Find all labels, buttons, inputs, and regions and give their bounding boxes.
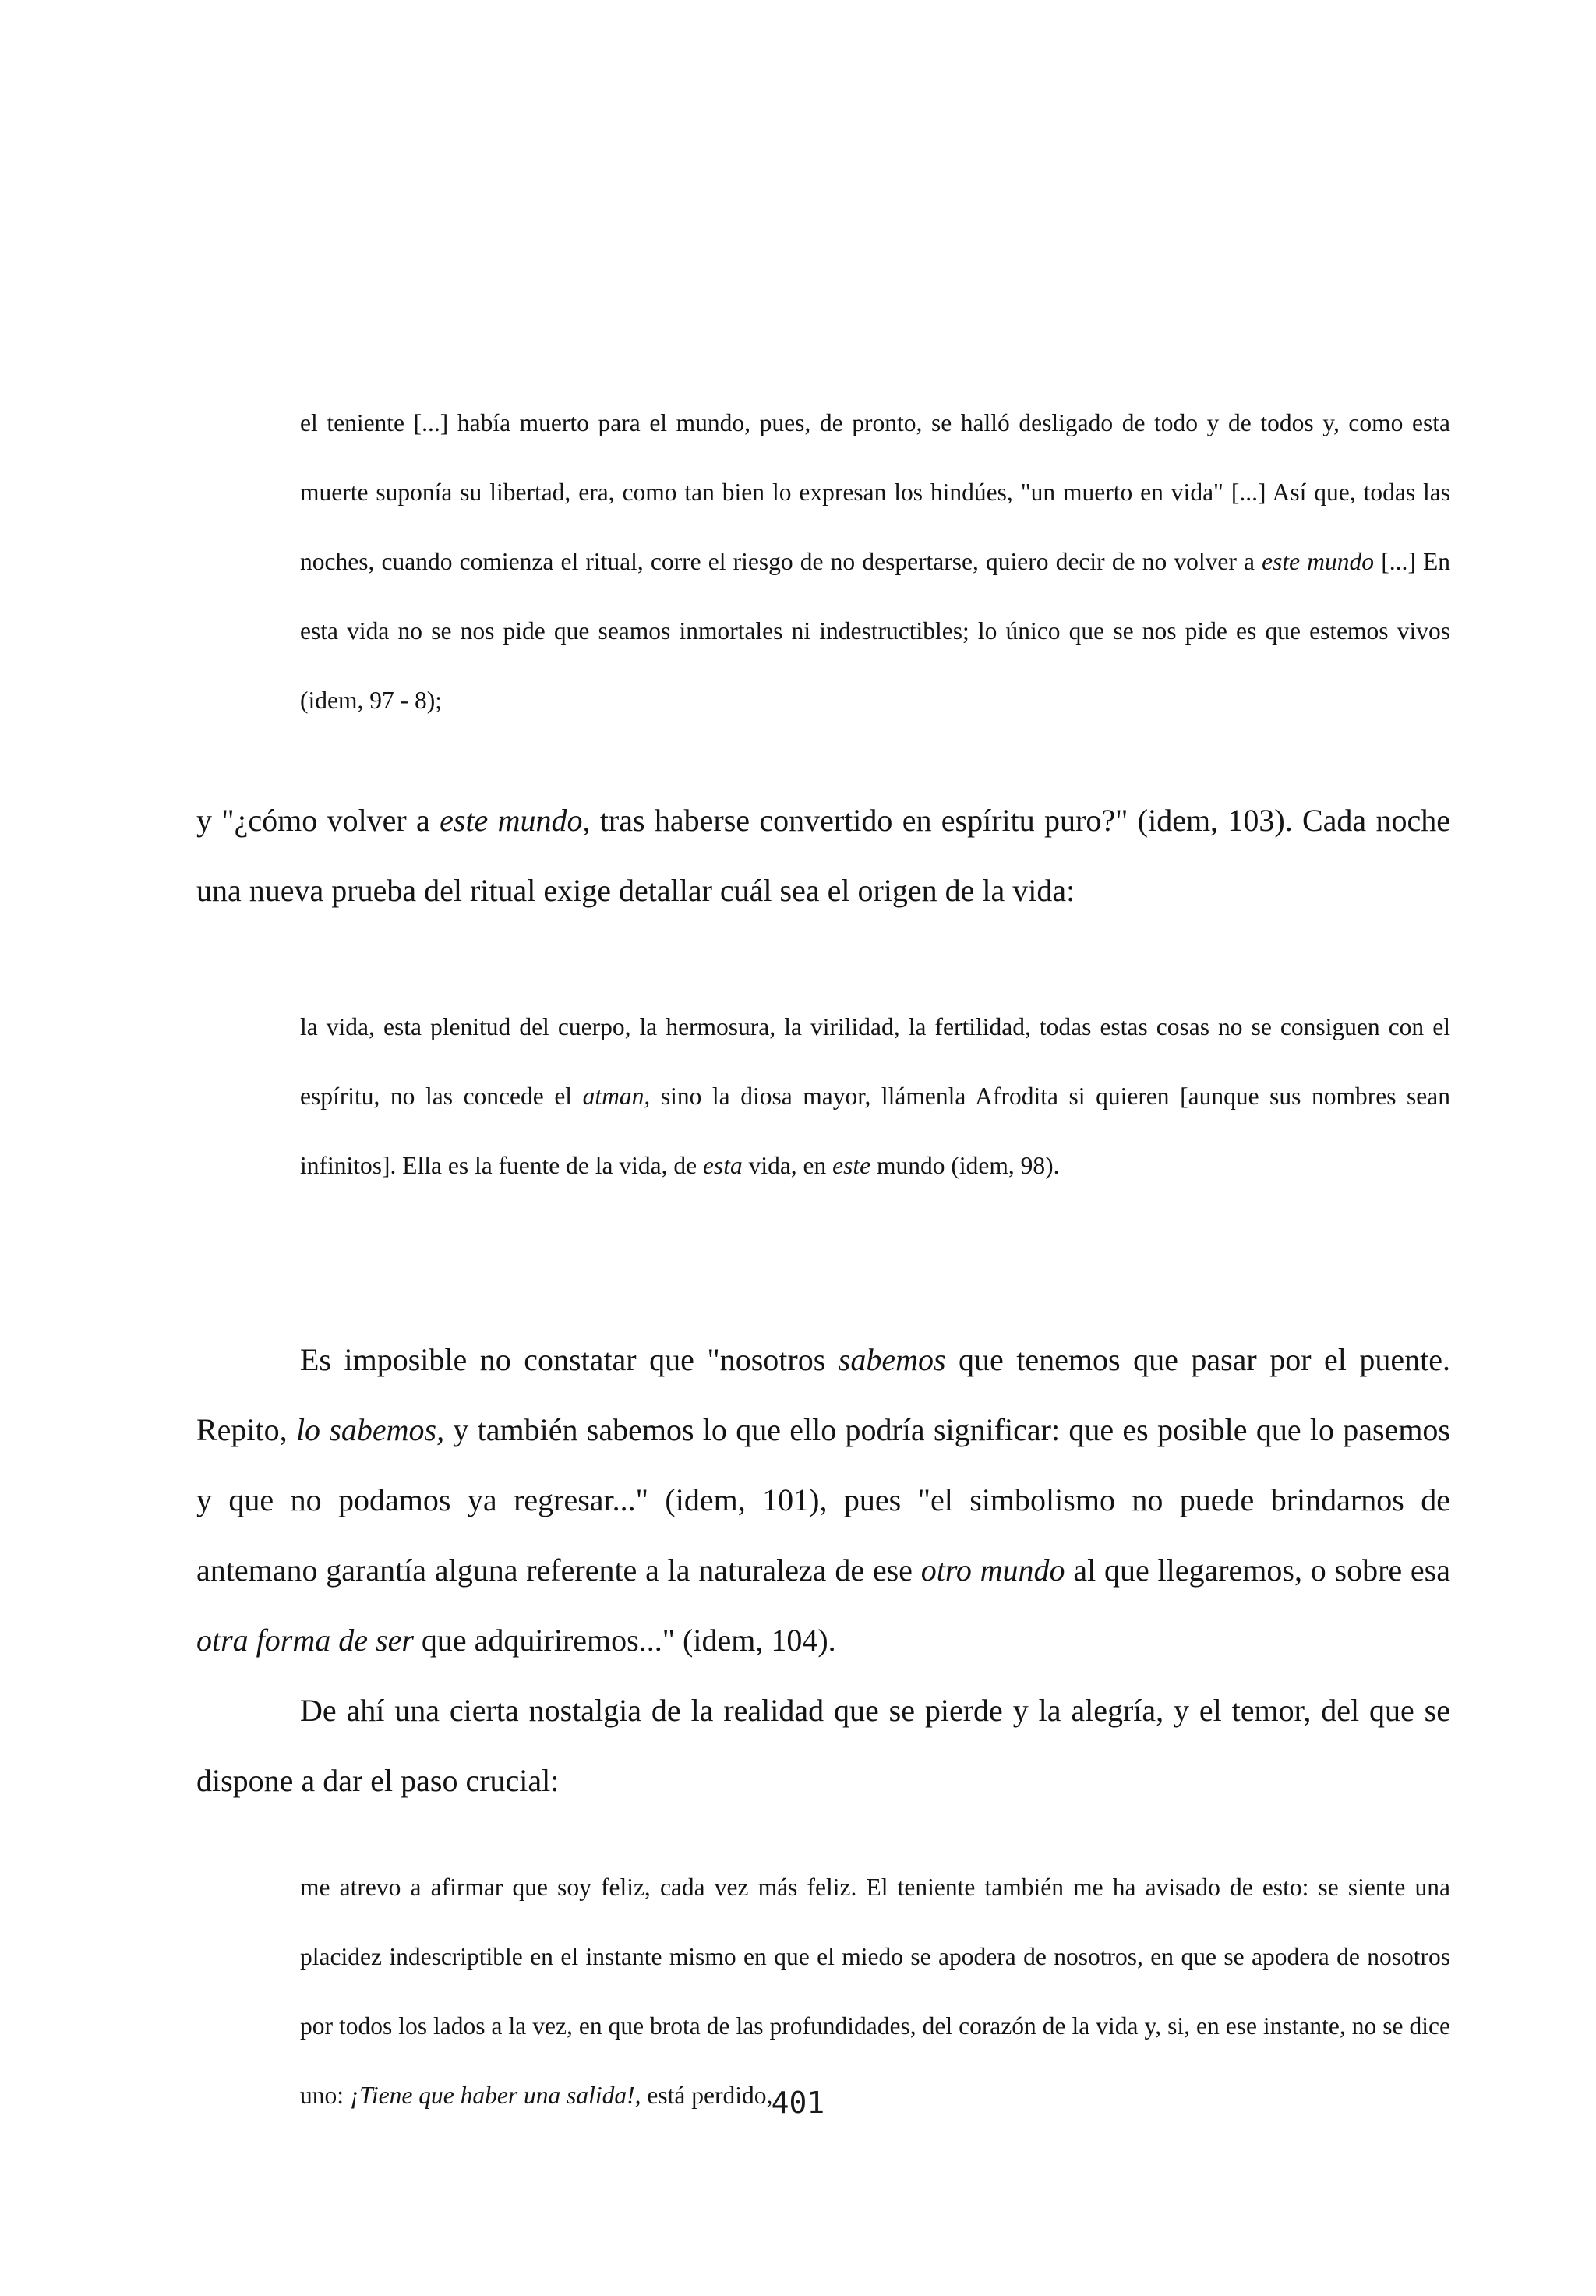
page-number: 401 <box>771 2086 825 2120</box>
block-quote-1 <box>300 388 1450 735</box>
quote-2-text: la vida, esta plenitud del cuerpo, la hermosura, la virilidad, la fertilidad, todas estas cosas no se consiguen con el espíritu, no las concede el atman, sino la diosa mayor, llámenla Afrodita si quieren [aunque sus nombres sean infinitos]. Ella es la fuente de la vida, de esta vida, en este mundo (idem, 98). <box>300 1013 1450 1179</box>
paragraph-2-text: Es imposible no constatar que "nosotros sabemos que tenemos que pasar por el puente. Repito, lo sabemos, y también sabemos lo que ello podría significar: que es posible que lo pasemos y que no podamos ya regresar..." (idem, 101), pues "el simbolismo no puede brindarnos de antemano garantía alguna referente a la naturaleza de ese otro mundo al que llegaremos, o sobre esa otra forma de ser que adquiriremos..." (idem, 104). <box>196 1342 1451 1658</box>
block-quote-2 <box>300 992 1450 1200</box>
paragraph-3-text: De ahí una cierta nostalgia de la realidad que se pierde y la alegría, y el temor, del que se dispone a dar el paso crucial: <box>196 1693 1450 1798</box>
paragraph-2 <box>196 1325 1450 1816</box>
paragraph-1 <box>196 786 1450 926</box>
paragraph-1-text: y "¿cómo volver a este mundo, tras haberse convertido en espíritu puro?" (idem, 103). Cada noche una nueva prueba del ritual exige detallar cuál sea el origen de la vida: <box>196 803 1450 908</box>
quote-3-text: me atrevo a afirmar que soy feliz, cada vez más feliz. El teniente también me ha avisado de esto: se siente una placidez indescriptible en el instante mismo en que el miedo se apodera de nosotros, en que se apodera de nosotros por todos los lados a la vez, en que brota de las profundidades, del corazón de la vida y, si, en ese instante, no se dice uno: ¡Tiene que haber una salida!, está perdido, <box>300 1874 1450 2109</box>
quote-1-text: el teniente [...] había muerto para el mundo, pues, de pronto, se halló desligado de todo y de todos y, como esta muerte suponía su libertad, era, como tan bien lo expresan los hindúes, "un muerto en vida" [...] Así que, todas las noches, cuando comienza el ritual, corre el riesgo de no despertarse, quiero decir de no volver a este mundo [...] En esta vida no se nos pide que seamos inmortales ni indestructibles; lo único que se nos pide es que estemos vivos (idem, 97 - 8); <box>300 409 1450 714</box>
